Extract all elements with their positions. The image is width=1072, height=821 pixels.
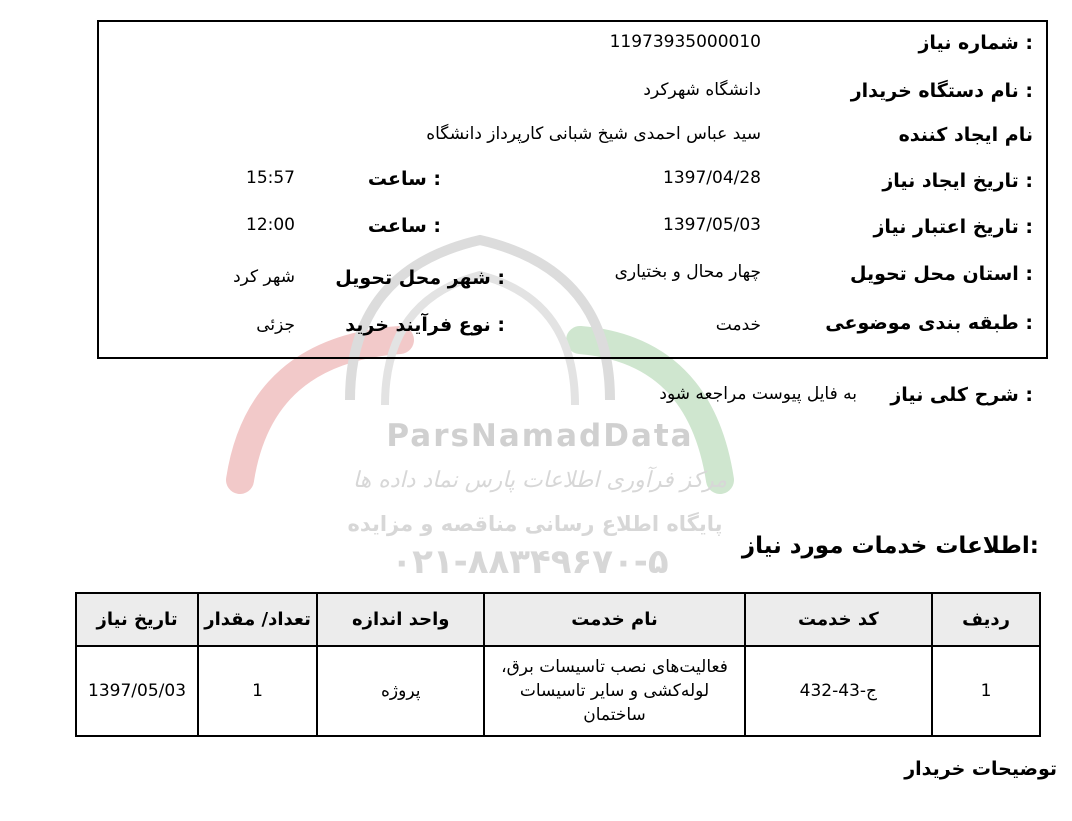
col-header-service-name: نام خدمت — [484, 593, 744, 646]
services-section-title: اطلاعات خدمات مورد نیاز: — [741, 533, 1039, 559]
buyer-org-value: دانشگاه شهرکرد — [643, 80, 761, 100]
delivery-province-label: استان محل تحویل : — [849, 263, 1033, 285]
category-label: طبقه بندی موضوعی : — [825, 312, 1033, 334]
col-header-service-code: کد خدمت — [745, 593, 933, 646]
buyer-org-label: نام دستگاه خریدار : — [850, 80, 1033, 102]
creator-value: سید عباس احمدی شیخ شبانی کارپرداز دانشگاه — [426, 124, 761, 144]
description-label: شرح کلی نیاز : — [890, 384, 1033, 406]
delivery-city-label: شهر محل تحویل : — [335, 267, 505, 289]
valid-date-value: 1397/05/03 — [663, 215, 761, 235]
cell-row-number: 1 — [932, 646, 1040, 736]
cell-unit: پروژه — [317, 646, 484, 736]
table-header-row — [76, 593, 1040, 646]
cell-quantity: 1 — [198, 646, 317, 736]
watermark-line1: مرکز فرآوری اطلاعات پارس نماد داده ها — [352, 468, 728, 493]
cell-service-name: فعالیت‌های نصب تاسیسات برق، لوله‌کشی و سایر تاسیسات ساختمان — [484, 646, 744, 736]
valid-date-label: تاریخ اعتبار نیاز : — [873, 216, 1033, 238]
description-value: به فایل پیوست مراجعه شود — [659, 384, 857, 404]
buyer-notes-title: توضیحات خریدار — [904, 758, 1057, 780]
col-header-need-date: تاریخ نیاز — [76, 593, 198, 646]
delivery-province-value: چهار محال و بختیاری — [614, 262, 761, 282]
creator-label: نام ایجاد کننده — [898, 124, 1033, 146]
col-header-row-number: ردیف — [932, 593, 1040, 646]
created-date-value: 1397/04/28 — [663, 168, 761, 188]
need-number-value: 11973935000010 — [609, 32, 761, 52]
created-date-label: تاریخ ایجاد نیاز : — [882, 170, 1033, 192]
cell-need-date: 1397/05/03 — [76, 646, 198, 736]
valid-time-label: ساعت : — [367, 215, 441, 237]
table-row — [76, 646, 1040, 736]
process-type-label: نوع فرآیند خرید : — [345, 314, 505, 336]
col-header-quantity: تعداد/ مقدار — [198, 593, 317, 646]
created-time-value: 15:57 — [246, 168, 295, 188]
valid-time-value: 12:00 — [246, 215, 295, 235]
cell-service-code: ج-43-432 — [745, 646, 933, 736]
col-header-unit: واحد اندازه — [317, 593, 484, 646]
created-time-label: ساعت : — [367, 168, 441, 190]
delivery-city-value: شهر کرد — [233, 267, 295, 287]
need-number-label: شماره نیاز : — [918, 32, 1033, 54]
category-value: خدمت — [715, 315, 761, 335]
process-type-value: جزئی — [256, 315, 295, 335]
watermark-brand: ParsNamadData — [386, 418, 694, 454]
services-table — [75, 592, 1041, 737]
watermark-phone: ۰۲۱-۸۸۳۴۹۶۷۰-۵ — [391, 542, 669, 582]
watermark-line2: پایگاه اطلاع رسانی مناقصه و مزایده — [347, 512, 723, 536]
